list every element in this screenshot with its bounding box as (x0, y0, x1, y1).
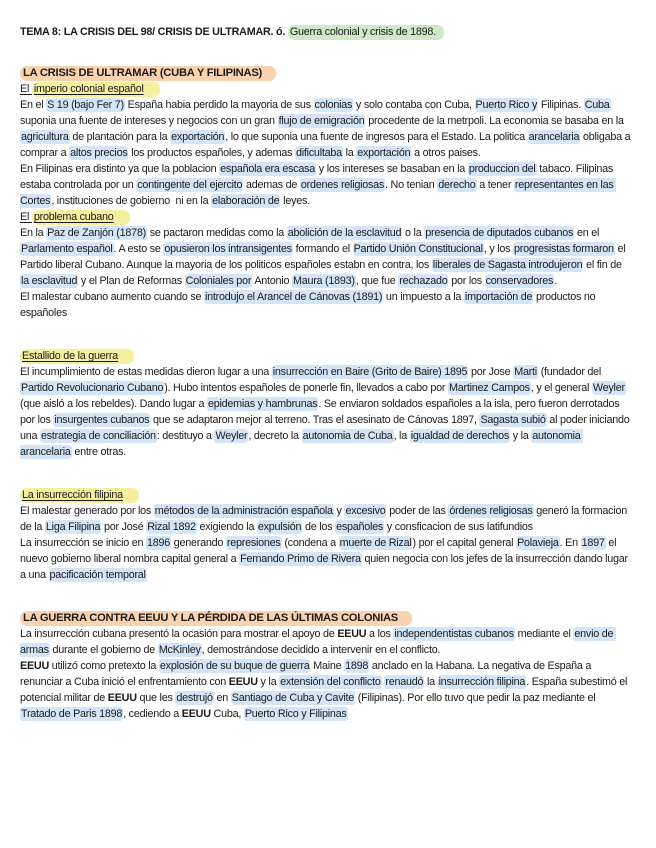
yellow-highlighted-text: imperio colonial español (32, 82, 160, 97)
text-segment: , cediendo a (123, 708, 182, 720)
yellow-highlighted-text: Estallido de la guerra (20, 349, 134, 364)
text-segment: . Se enviaron soldados españoles a la isla, pero fueron derrotados por los (20, 398, 623, 426)
paragraph-apoyo-eeuu (20, 626, 632, 658)
blue-highlighted-text: 1898 (345, 660, 369, 672)
text-segment: quien negocia con los jefes de la insurrección dando lugar a una (20, 553, 631, 581)
text-segment: Antonio (252, 275, 292, 287)
text-segment: de plantación para la (69, 131, 171, 143)
text-segment: ). Hubo intentos españoles de ponerle fin, llevados a cabo por (164, 382, 448, 394)
blue-highlighted-text: Liga Filipina (45, 521, 101, 533)
blue-highlighted-text: presencia de diputados cubanos (425, 227, 574, 239)
text-segment: la (424, 676, 438, 688)
text-segment: por José (101, 521, 147, 533)
blue-highlighted-text: S 19 (bajo Fer 7) (47, 99, 124, 111)
blue-highlighted-text: representantes en las Cortes (20, 179, 617, 207)
blue-highlighted-text: excesivo (345, 505, 386, 517)
text-segment: , la (393, 430, 410, 442)
blue-highlighted-text: Coloniales por (185, 275, 252, 287)
paragraph-paz-zanjon (20, 225, 632, 289)
paragraph-estallido-guerra (20, 364, 632, 460)
blue-highlighted-text: produccion del (468, 163, 536, 175)
text-segment: Cuba, (210, 708, 244, 720)
blue-highlighted-text: Martinez Campos (448, 382, 530, 394)
blue-highlighted-text: igualdad de derechos (410, 430, 509, 442)
text-segment: o la (402, 227, 425, 239)
text-segment: en el (574, 227, 602, 239)
section-heading-crisis-ultramar (20, 65, 632, 81)
blue-highlighted-text: pacificación temporal (49, 569, 146, 581)
blue-highlighted-text: Parlamento español (21, 243, 113, 255)
text-segment: La insurrección se inicio en (20, 537, 146, 549)
text-segment: por los (448, 275, 485, 287)
paragraph-liga-filipina (20, 503, 632, 535)
text-segment: al poder iniciando una (20, 414, 633, 442)
blue-highlighted-text: Puerto Rico y (475, 99, 538, 111)
text-segment: , y los (483, 243, 514, 255)
blue-highlighted-text: rechazado (399, 275, 448, 287)
blue-highlighted-text: agricultura (21, 131, 69, 143)
text-segment: (condena a (281, 537, 339, 549)
blue-highlighted-text: Polavieja (517, 537, 559, 549)
blue-highlighted-text: importación de (464, 291, 533, 303)
text-segment: ) por el capital general (412, 537, 517, 549)
paragraph-imperio-colonial (20, 97, 632, 161)
text-segment: La insurrección cubana presentó la ocasión para mostrar el apoyo de (20, 628, 338, 640)
paragraph-insurreccion-1896 (20, 535, 632, 583)
peach-highlighted-text: LA GUERRA CONTRA EEUU Y LA PÉRDIDA DE LAS ÚLTIMAS COLONIAS (20, 611, 412, 626)
paragraph-arancel-canovas (20, 289, 632, 321)
blue-highlighted-text: independentistas cubanos (394, 628, 514, 640)
text-segment: se pactaron medidas como la (146, 227, 287, 239)
blue-highlighted-text: Partido Unión Constitucional (353, 243, 483, 255)
text-segment: España habia perdido la mayoria de sus (124, 99, 314, 111)
text-segment: y la (509, 430, 532, 442)
text-segment: EEUU (337, 628, 367, 640)
blue-highlighted-text: Sagasta subió (480, 414, 546, 426)
text-segment: exigiendo la (196, 521, 257, 533)
text-segment: EEUU (107, 692, 137, 704)
blue-highlighted-text: colonias (314, 99, 353, 111)
text-segment: (fundador del (537, 366, 604, 378)
text-segment: . En (559, 537, 581, 549)
blue-highlighted-text: McKinley (158, 644, 201, 656)
blue-highlighted-text: expulsión (257, 521, 302, 533)
blue-highlighted-text: renaudó (385, 676, 424, 688)
text-segment: El (20, 211, 32, 223)
blue-highlighted-text: Maura (1893) (292, 275, 355, 287)
text-segment: el Partido liberal Cubano. Aunque la mayoria de los politicos españoles estabn en contra, los (20, 243, 629, 271)
blue-highlighted-text: Santiago de Cuba y Cavite (231, 692, 354, 704)
text-segment: EEUU (181, 708, 211, 720)
blue-highlighted-text: Partido Revolucionario Cubano (21, 382, 164, 394)
blue-highlighted-text: la esclavitud (21, 275, 78, 287)
text-segment: a otros paises. (411, 147, 481, 159)
text-segment: poder de las (386, 505, 449, 517)
text-segment: y consficacion de sus latifundios (384, 521, 533, 533)
text-segment: EEUU (20, 660, 49, 672)
text-segment: , que fue (355, 275, 399, 287)
text-segment: generando (171, 537, 226, 549)
blue-highlighted-text: Rizal 1892 (147, 521, 196, 533)
blue-highlighted-text: ordenes religiosas (300, 179, 385, 191)
text-segment: durante el gobierno de (49, 644, 158, 656)
blue-highlighted-text: opusieron los intransigentes (164, 243, 292, 255)
blue-highlighted-text: Tratado de Paris 1898 (21, 708, 123, 720)
blue-highlighted-text: altos precios (70, 147, 128, 159)
blue-highlighted-text: envio de armas (20, 628, 616, 656)
text-segment: utilizó como pretexto la (49, 660, 159, 672)
blue-highlighted-text: 1896 (146, 537, 171, 549)
blue-highlighted-text: liberales de Sagasta introdujeron (432, 259, 583, 271)
blue-highlighted-text: autonomia arancelaria (20, 430, 584, 458)
blue-highlighted-text: españoles (336, 521, 384, 533)
yellow-highlighted-text: problema cubano (32, 210, 130, 225)
text-segment: En el (20, 99, 47, 111)
text-segment: el fin de (583, 259, 625, 271)
paragraph-filipinas (20, 161, 632, 209)
blue-highlighted-text: represiones (226, 537, 281, 549)
blue-highlighted-text: elaboración de (212, 195, 280, 207)
text-segment: y solo contaba con Cuba, (353, 99, 475, 111)
blue-highlighted-text: insurrección en Baire (Grito de Baire) 1895 (272, 366, 468, 378)
text-segment: la (342, 147, 357, 159)
text-segment: formando el (292, 243, 353, 255)
blue-highlighted-text: Cuba (584, 99, 610, 111)
text-segment: . España subestimó el potencial militar de (20, 676, 630, 704)
doc-title (20, 24, 632, 40)
text-segment: a los (366, 628, 394, 640)
text-segment: entre otras. (71, 446, 127, 458)
text-segment: a tener (476, 179, 514, 191)
text-segment: , lo que suponia una fuente de ingresos para el Estado. La politica (225, 131, 528, 143)
text-segment: en (213, 692, 231, 704)
blue-highlighted-text: insurrección filipina (438, 676, 526, 688)
text-segment: En Filipinas era distinto ya que la poblacion (20, 163, 220, 175)
blue-highlighted-text: exportación (357, 147, 411, 159)
blue-highlighted-text: órdenes religiosas (449, 505, 533, 517)
blue-highlighted-text: métodos de la administración española (154, 505, 333, 517)
text-segment: anclado en la Habana. La negativa de España a renunciar a Cuba inició el enfrentamiento con (20, 660, 594, 688)
text-segment: Filipinas. (538, 99, 584, 111)
text-segment: tabaco. Filipinas estaba controlada por un (20, 163, 616, 191)
sub-heading-imperio-colonial (20, 81, 632, 97)
blue-highlighted-text: Weyler (592, 382, 625, 394)
text-segment: los productos españoles, y ademas (128, 147, 295, 159)
text-segment: . (554, 275, 557, 287)
blue-highlighted-text: progresistas formaron (514, 243, 614, 255)
blue-highlighted-text: Weyler (215, 430, 248, 442)
peach-highlighted-text: LA CRISIS DE ULTRAMAR (CUBA Y FILIPINAS) (20, 66, 276, 81)
text-segment: El malestar cubano aumento cuando se (20, 291, 205, 303)
blue-highlighted-text: exportación (171, 131, 225, 143)
blue-highlighted-text: flujo de emigración (278, 115, 365, 127)
blue-highlighted-text: explosión de su buque de guerra (159, 660, 310, 672)
sub-heading-problema-cubano (20, 209, 632, 225)
green-highlighted-text: Guerra colonial y crisis de 1898. (288, 25, 444, 40)
text-segment: En la (20, 227, 47, 239)
text-segment: , decreto la (248, 430, 302, 442)
text-segment: , y el general (530, 382, 592, 394)
text-segment: obligaba a comprar a (20, 131, 634, 159)
blue-highlighted-text: derecho (438, 179, 476, 191)
text-segment: Maine (310, 660, 345, 672)
blue-highlighted-text: Puerto Rico y Filipinas (244, 708, 347, 720)
blue-highlighted-text: abolición de la esclavitud (287, 227, 402, 239)
text-segment: (que aisló a los rebeldes). Dando lugar a (20, 382, 629, 410)
sub-heading-estallido-guerra (20, 348, 632, 364)
yellow-highlighted-text: La insurrección filipina (20, 488, 139, 503)
text-segment: que les (136, 692, 176, 704)
text-segment: leyes. (280, 195, 310, 207)
section-heading-guerra-eeuu (20, 610, 632, 626)
blue-highlighted-text: Fernando Primo de Rivera (240, 553, 361, 565)
text-segment: : destituyo a (156, 430, 215, 442)
text-segment: el nuevo gobierno liberal nombra capital general a (20, 537, 620, 565)
blue-highlighted-text: autonomia de Cuba (302, 430, 393, 442)
text-segment: TEMA 8: LA CRISIS DEL 98/ CRISIS DE ULTRAMAR. ó. (20, 26, 288, 38)
text-segment: y (333, 505, 345, 517)
blue-highlighted-text: contingente del ejercito (137, 179, 243, 191)
blue-highlighted-text: estrategia de conciliación (41, 430, 156, 442)
text-segment: EEUU (228, 676, 258, 688)
text-segment: que se adaptaron mejor al terreno. Tras el asesinato de Cánovas 1897, (150, 414, 480, 426)
text-segment: un impuesto a la (383, 291, 464, 303)
text-segment: ademas de (243, 179, 300, 191)
text-segment: y la (257, 676, 280, 688)
text-segment: , demostrándose decidido a intervenir en el conflicto. (201, 644, 441, 656)
text-segment: y el Plan de Reformas (78, 275, 185, 287)
blue-highlighted-text: Paz de Zanjón (1878) (47, 227, 146, 239)
text-segment: por Jose (468, 366, 514, 378)
text-segment: (Filipinas). Por ello tuvo que pedir la paz mediante el (355, 692, 599, 704)
text-segment: procedente de la metrpoli. La economia se basaba en la (365, 115, 627, 127)
blue-highlighted-text: epidemias y hambrunas (207, 398, 318, 410)
text-segment: , instituciones de gobierno ni en la (51, 195, 212, 207)
blue-highlighted-text: conservadores (485, 275, 554, 287)
blue-highlighted-text: arancelaria (528, 131, 580, 143)
text-segment: generó la formacion de la (20, 505, 630, 533)
text-segment: productos no españoles (20, 291, 599, 319)
text-segment: de los (302, 521, 336, 533)
text-segment: . No tenian (385, 179, 438, 191)
blue-highlighted-text: muerte de Rizal (339, 537, 412, 549)
sub-heading-insurreccion-filipina (20, 487, 632, 503)
blue-highlighted-text: 1897 (581, 537, 605, 549)
text-segment: mediante el (514, 628, 574, 640)
blue-highlighted-text: dificultaba (295, 147, 342, 159)
blue-highlighted-text: Marti (514, 366, 537, 378)
text-segment: El malestar generado por los (20, 505, 154, 517)
text-segment: y los intereses se basaban en la (316, 163, 468, 175)
blue-highlighted-text: española era escasa (220, 163, 316, 175)
blue-highlighted-text: insurgentes cubanos (54, 414, 150, 426)
blue-highlighted-text: destrujó (176, 692, 213, 704)
text-segment: . A esto se (113, 243, 164, 255)
text-segment: El (20, 83, 32, 95)
text-segment: suponia una fuente de intereses y negocios con un gran (20, 99, 614, 127)
blue-highlighted-text: introdujo el Arancel de Cánovas (1891) (205, 291, 383, 303)
text-segment: El incumplimiento de estas medidas dieron lugar a una (20, 366, 272, 378)
paragraph-maine-tratado-paris (20, 658, 632, 722)
blue-highlighted-text: extensión del conflicto (280, 676, 381, 688)
